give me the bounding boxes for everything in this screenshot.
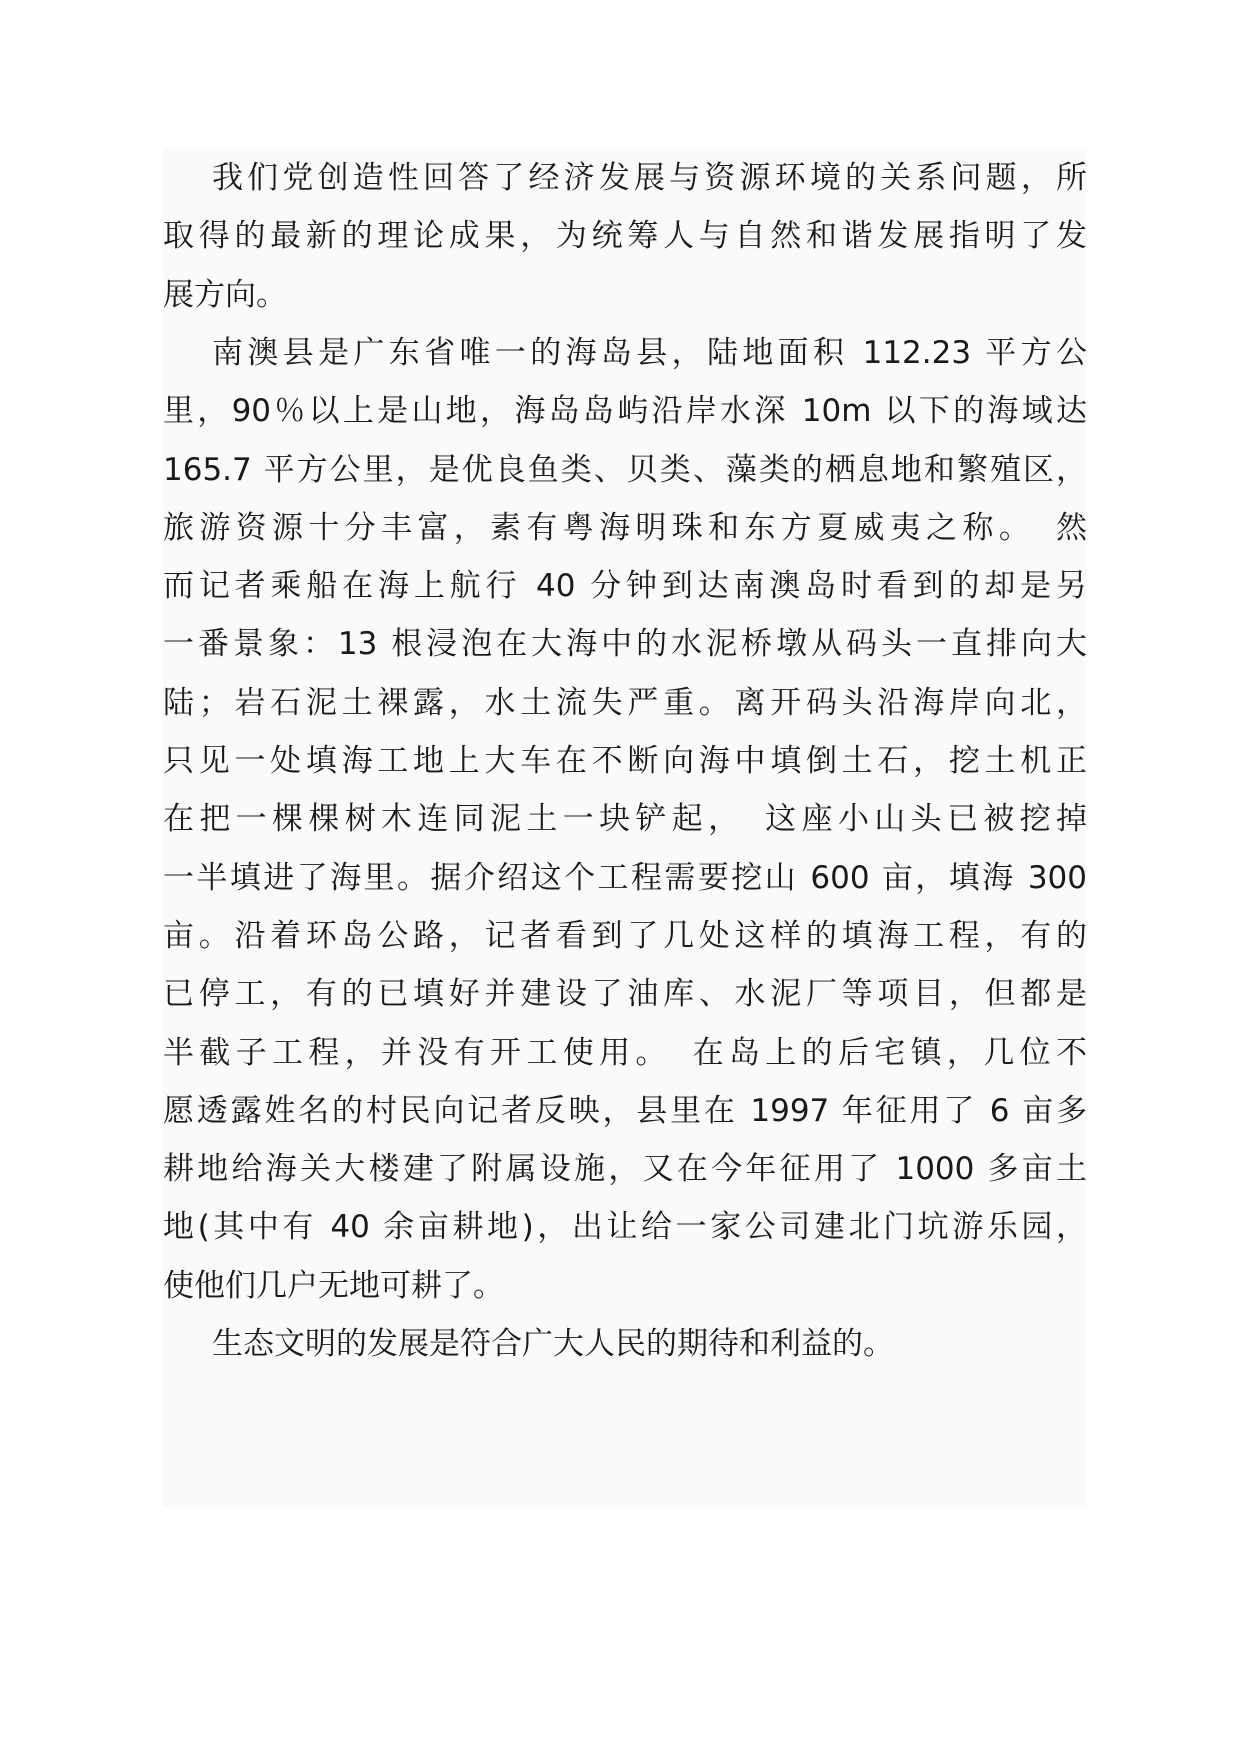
text-line: 亩。沿着环岛公路，记者看到了几处这样的填海工程，有的	[163, 917, 1087, 954]
text-line: 一半填进了海里。据介绍这个工程需要挖山 600 亩，填海 300	[163, 859, 1087, 896]
text-line: 使他们几户无地可耕了。	[163, 1267, 504, 1304]
text-line: 旅游资源十分丰富，素有粤海明珠和东方夏威夷之称。 然	[163, 509, 1087, 546]
text-line: 只见一处填海工地上大车在不断向海中填倒土石，挖土机正	[163, 743, 1087, 779]
text-line: 取得的最新的理论成果，为统筹人与自然和谐发展指明了发	[163, 218, 1087, 255]
text-line: 地(其中有 40 余亩耕地)，出让给一家公司建北门坑游乐园，	[163, 1209, 1087, 1246]
text-line: 生态文明的发展是符合广大人民的期待和利益的。	[212, 1326, 894, 1362]
text-line: 南澳县是广东省唯一的海岛县，陆地面积 112.23 平方公	[212, 334, 1087, 371]
text-line: 已停工，有的已填好并建设了油库、水泥厂等项目，但都是	[163, 976, 1087, 1013]
text-block	[163, 148, 1087, 1507]
text-line: 165.7 平方公里，是优良鱼类、贝类、藻类的栖息地和繁殖区，	[163, 451, 1087, 488]
text-line: 陆；岩石泥土裸露，水土流失严重。离开码头沿海岸向北，	[163, 684, 1087, 721]
text-line: 里，90％以上是山地，海岛岛屿沿岸水深 10m 以下的海域达	[163, 393, 1087, 430]
text-line: 愿透露姓名的村民向记者反映，县里在 1997 年征用了 6 亩多	[163, 1092, 1087, 1129]
text-line: 半截子工程，并没有开工使用。 在岛上的后宅镇，几位不	[163, 1034, 1087, 1071]
text-line: 在把一棵棵树木连同泥土一块铲起， 这座小山头已被挖掉	[163, 801, 1087, 838]
text-line: 耕地给海关大楼建了附属设施，又在今年征用了 1000 多亩土	[163, 1151, 1087, 1188]
text-line: 而记者乘船在海上航行 40 分钟到达南澳岛时看到的却是另	[163, 568, 1087, 605]
text-line: 一番景象：13 根浸泡在大海中的水泥桥墩从码头一直排向大	[163, 626, 1087, 663]
text-line: 展方向。	[163, 276, 287, 313]
text-line: 我们党创造性回答了经济发展与资源环境的关系问题，所	[212, 160, 1087, 196]
